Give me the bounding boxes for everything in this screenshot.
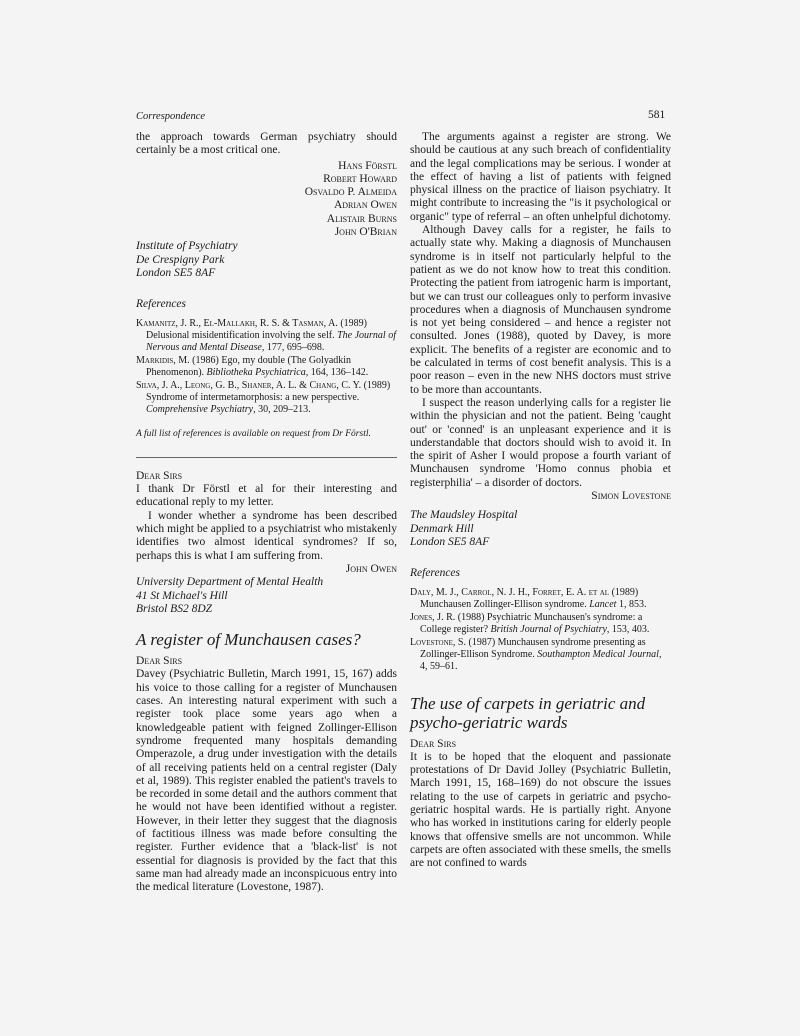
signatory: Alistair Burns (326, 212, 397, 225)
address-line: Institute of Psychiatry (136, 240, 238, 253)
reference-item: Markidis, M. (1986) Ego, my double (The Golyadkin Phenomenon). Bibliotheka Psychiatrica, 164, 136–142. (136, 354, 369, 378)
reference-item: Daly, M. J., Carrol, N. J. H., Forret, E. A. et al (1989) Munchausen Zollinger-Ellison syndrome. Lancet 1, 853. (410, 586, 647, 610)
address-line: De Crespigny Park (136, 253, 225, 266)
reference-item: Kamanitz, J. R., El-Mallakh, R. S. & Tasman, A. (1989) Delusional misidentification involving the self. The Journal of Nervous and Mental Disease, 177, 695–698. (136, 317, 396, 353)
paragraph: I suspect the reason underlying calls for a register lie within the physician and not the patient. Being 'caught out' or 'conned' is an unpleasant experience and it is understandable that doctors should wish to avoid it. In the spirit of Asher I would propose a fourth variant of Munchausen syndrome 'Homo connus phobia et registerphilia' – a disorder of doctors. (410, 396, 671, 489)
reference-item: Lovestone, S. (1987) Munchausen syndrome presenting as Zollinger-Ellison Syndrome. Southampton Medical Journal, 4, 59–61. (410, 636, 662, 672)
references-heading: References (136, 298, 187, 311)
paragraph: The arguments against a register are strong. We should be cautious at any such breach of confidentiality and the legal complications may be serious. I wonder at the effect of having a list of patients with feigned physical illness on the practice of liaison psychiatry. It might contribute to increasing the "is it psychological or organic" type of referral – an often unhelpful dichotomy. (410, 131, 671, 223)
signatory: Robert Howard (323, 172, 397, 185)
salutation: Dear Sirs (136, 655, 183, 668)
paragraph: Although Davey calls for a register, he fails to actually state why. Making a diagnosis of Munchausen syndrome is in itself not particularly helpful to the patient as we do not know how to treat this condition. Protecting the patient from iatrogenic harm is important, but we can trust our colleagues only to perform invasive procedures when a diagnosis of Munchausen syndrome is not yet being considered – and hence a register not consulted. Jones (1988), quoted by Davey, is more explicit. The benefits of a register are economic and to be calculated in terms of cost benefit analysis. This is a poor reason – even in the new NHS doctors must strive to be more than accountants. (410, 224, 671, 396)
signatory: Osvaldo P. Almeida (304, 186, 397, 199)
signatory: John O'Brian (334, 226, 397, 239)
article-title: The use of carpets in geriatric and psycho-geriatric wards (410, 693, 646, 732)
paragraph: Davey (Psychiatric Bulletin, March 1991, 15, 167) adds his voice to those calling for a register of Munchausen cases. An interesting natural experiment with such a register took place some years ago when a knowledgeable patient with feigned Zollinger-Ellison syndrome frequented many hospitals demanding Omperazole, a drug under investigation with the details of all receiving patients held on a central register (Daly et al, 1989). This register enabled the patient's travels to be recorded in some detail and the authors comment that he would not have been identified without a register. However, in their letter they suggest that the diagnosis of factitious illness was made before consulting the register. Further evidence that a 'black-list' is not essential for diagnosis is provided by the fact that this same man had already made an inconspicuous entry into the medical literature (Lovestone, 1987). (136, 668, 397, 894)
paragraph: I thank Dr Förstl et al for their interesting and educational reply to my letter. (136, 483, 397, 509)
address-line: The Maudsley Hospital (410, 509, 518, 522)
page-number: 581 (648, 109, 666, 121)
signature: John Owen (345, 562, 397, 575)
signature: Simon Lovestone (591, 490, 671, 503)
references-note: A full list of references is available on request from Dr Förstl. (136, 428, 371, 439)
article-title: A register of Munchausen cases? (136, 630, 361, 650)
address-line: London SE5 8AF (410, 535, 490, 548)
references-heading: References (410, 567, 461, 580)
section-header: Correspondence (136, 111, 206, 122)
address-line: University Department of Mental Health (136, 576, 324, 589)
reference-item: Jones, J. R. (1988) Psychiatric Munchausen's syndrome: a College register? British Journal of Psychiatry, 153, 403. (410, 611, 650, 635)
address-line: Denmark Hill (410, 522, 474, 535)
salutation: Dear Sirs (136, 469, 183, 482)
address-line: London SE5 8AF (136, 266, 216, 279)
right-column (410, 131, 671, 870)
salutation: Dear Sirs (410, 737, 457, 750)
reference-item: Silva, J. A., Leong, G. B., Shaner, A. L. & Chang, C. Y. (1989) Syndrome of intermetamorphosis: a new perspective. Comprehensive Psychiatry, 30, 209–213. (136, 379, 391, 415)
signatory: Adrian Owen (333, 199, 397, 212)
address-block (136, 240, 397, 280)
address-line: 41 St Michael's Hill (136, 589, 228, 602)
divider (136, 457, 397, 458)
left-column (136, 131, 397, 894)
paragraph: It is to be hoped that the eloquent and passionate protestations of Dr David Jolley (Psychiatric Bulletin, March 1991, 15, 168–169) do not obscure the issues relating to the use of carpets in geriatric and psycho-geriatric hospital wards. He is partially right. Anyone who has worked in institutions caring for elderly people knows that offensive smells are not uncommon. While carpets are often associated with these smells, the smells are not confined to wards (410, 750, 671, 870)
signatory-list (136, 160, 397, 240)
address-block (410, 509, 671, 549)
paragraph: the approach towards German psychiatry should certainly be a most critical one. (136, 131, 397, 157)
address-line: Bristol BS2 8DZ (136, 602, 213, 615)
paragraph: I wonder whether a syndrome has been described which might be applied to a psychiatrist who mistakenly identifies two almost identical syndromes? If so, perhaps this is what I am suffering from. (136, 509, 397, 562)
signatory: Hans Förstl (338, 159, 397, 172)
